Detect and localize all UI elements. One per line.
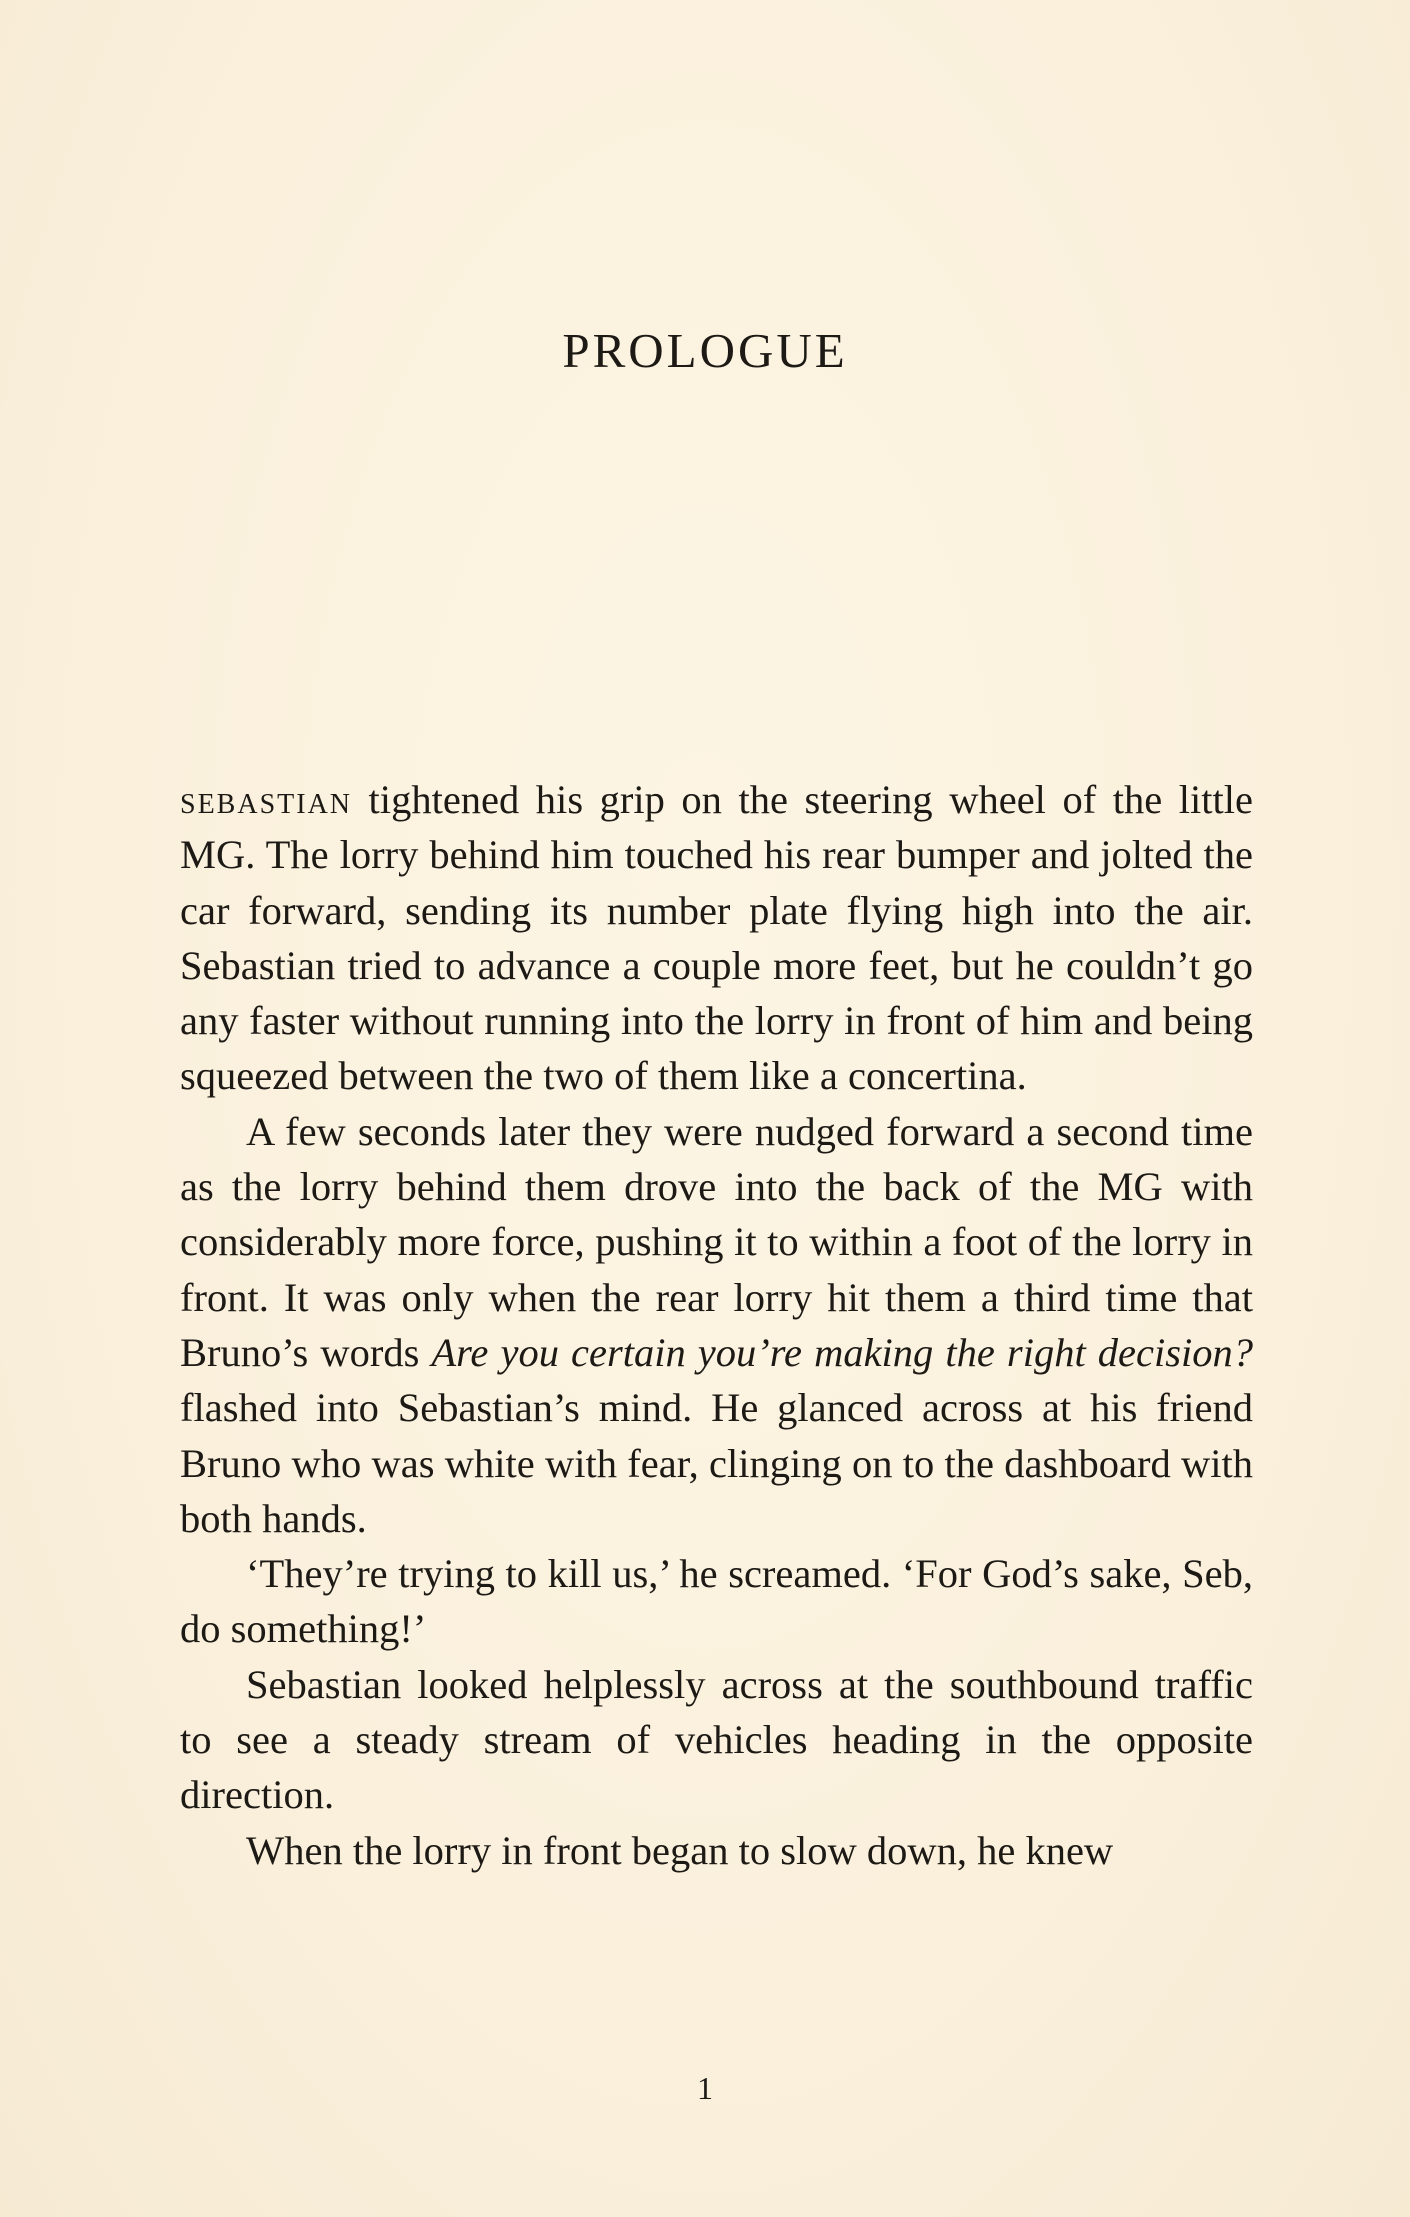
- paragraph-2-text-after: flashed into Sebastian’s mind. He glanced across at his friend Bruno who was white with fear, clinging on to the dashboard with both hands.: [180, 1385, 1253, 1541]
- paragraph-2: [180, 1104, 1253, 1546]
- paragraph-3: ‘They’re trying to kill us,’ he screamed. ‘For God’s sake, Seb, do something!’: [180, 1551, 1253, 1652]
- chapter-heading: PROLOGUE: [562, 323, 848, 378]
- paragraph-1-text: tightened his grip on the steering wheel of the little MG. The lorry behind him touched his rear bumper and jolted the car forward, sending its number plate flying high into the air. Sebastian tried to advance a couple more feet, but he couldn’t go any faster without running into the lorry in front of him and being squeezed between the two of them like a concertina.: [180, 777, 1253, 1099]
- page-number: 1: [697, 2070, 713, 2106]
- paragraph-5: When the lorry in front began to slow down, he knew: [246, 1827, 1114, 1873]
- paragraph-lead-word: sebastian: [180, 777, 353, 822]
- body-text: [180, 772, 1253, 1878]
- paragraph-4: Sebastian looked helplessly across at the southbound traffic to see a steady stream of vehicles heading in the opposite direction.: [180, 1661, 1253, 1818]
- paragraph-1: [180, 772, 1253, 1104]
- paragraph-2-italic: Are you certain you’re making the right decision?: [431, 1329, 1253, 1375]
- paragraph-2-text-before: A few seconds later they were nudged forward a second time as the lorry behind them drove into the back of the MG with considerably more force, pushing it to within a foot of the lorry in front. It was only when the rear lorry hit them a third time that Bruno’s words: [180, 1108, 1253, 1375]
